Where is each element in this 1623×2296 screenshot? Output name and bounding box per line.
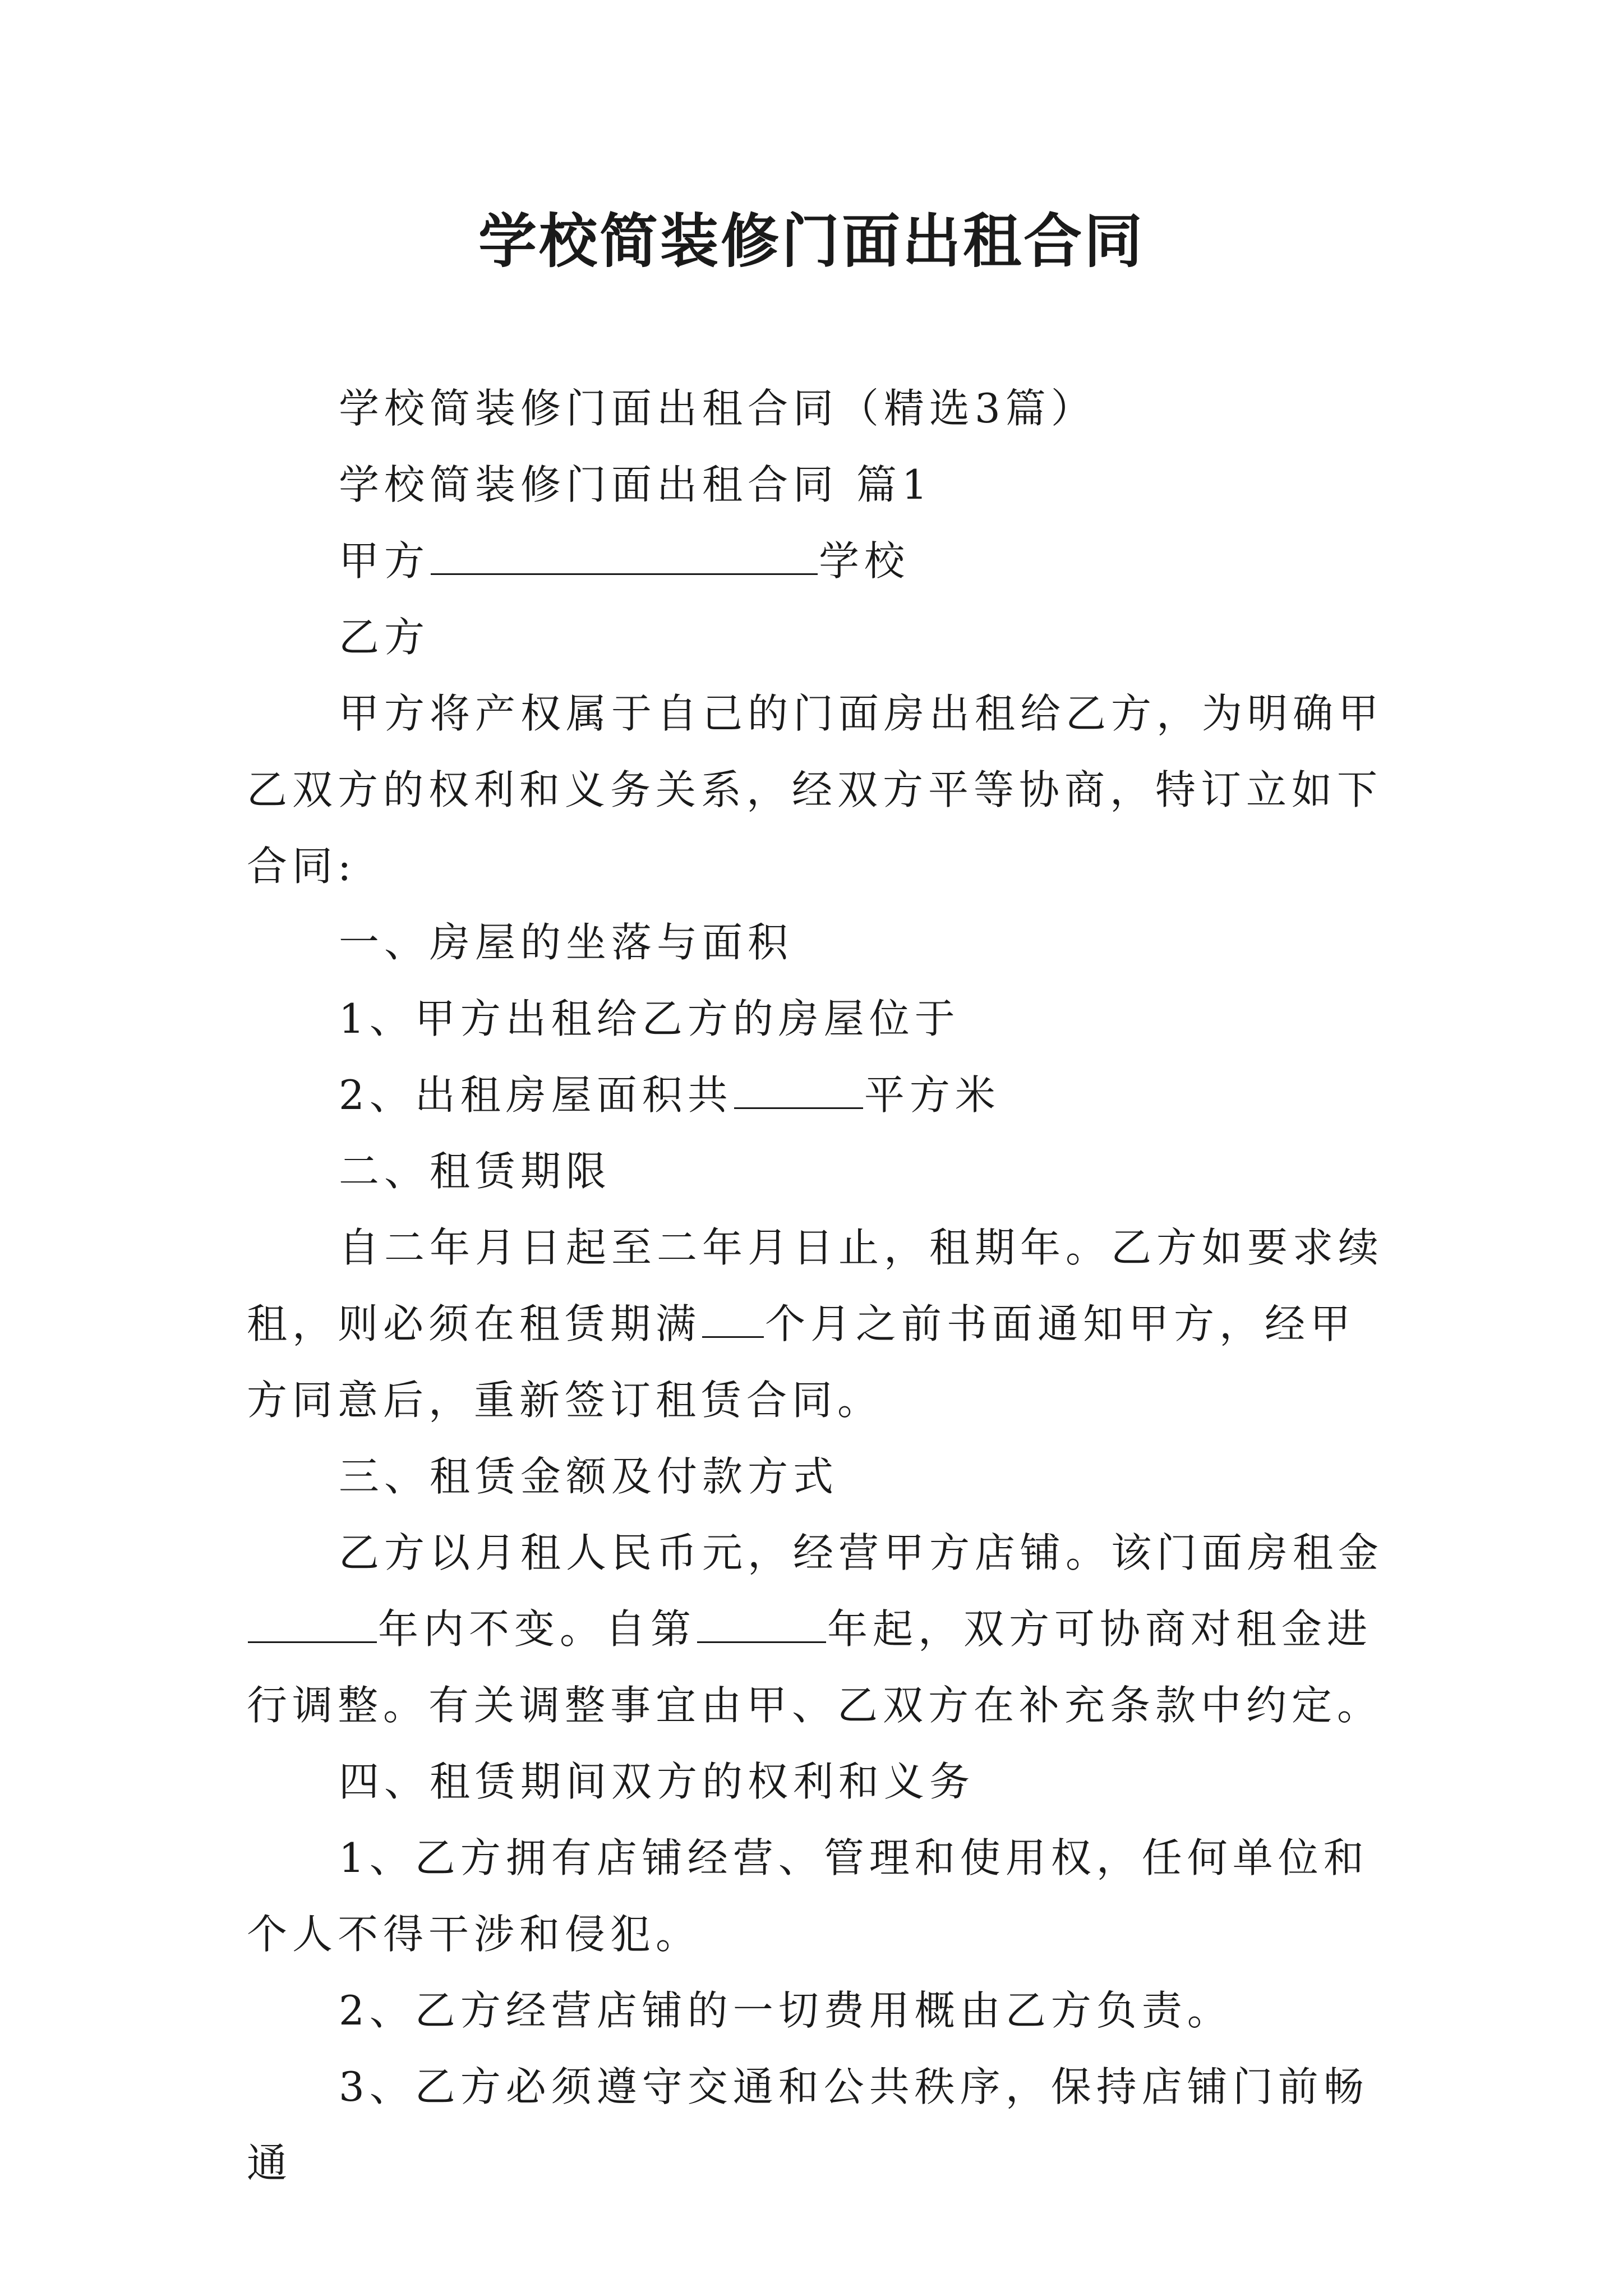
term-text-a: 自二年月日起至二年月日止，租期年。乙方如要求续租，则必须在租赁期满 bbox=[247, 1224, 1384, 1347]
chapter-heading: 学校简装修门面出租合同 篇1 bbox=[339, 461, 933, 508]
section3-paragraph bbox=[247, 1515, 1391, 1743]
party-a-label: 甲方 bbox=[339, 537, 430, 585]
notice-months-blank bbox=[702, 1291, 764, 1338]
area-label: 2、出租房屋面积共 bbox=[339, 1071, 733, 1119]
section1-item1: 1、甲方出租给乙方的房屋位于 bbox=[339, 995, 960, 1042]
party-a-suffix: 学校 bbox=[819, 537, 910, 585]
document-title: 学校简装修门面出租合同 bbox=[478, 206, 1145, 275]
rent-text-b: 年内不变。自第 bbox=[378, 1605, 697, 1653]
area-unit: 平方米 bbox=[864, 1071, 1000, 1119]
party-a-line bbox=[247, 523, 1391, 599]
section3-heading: 三、租赁金额及付款方式 bbox=[339, 1453, 839, 1500]
area-blank bbox=[734, 1062, 863, 1109]
rent-start-year-blank bbox=[697, 1596, 826, 1643]
subtitle: 学校简装修门面出租合同（精选3篇） bbox=[339, 385, 1096, 432]
section4-item1: 1、乙方拥有店铺经营、管理和使用权，任何单位和个人不得干涉和侵犯。 bbox=[247, 1834, 1369, 1958]
section2-heading: 二、租赁期限 bbox=[339, 1148, 612, 1195]
section4-heading: 四、租赁期间双方的权利和义务 bbox=[339, 1758, 975, 1805]
section4-item2: 2、乙方经营店铺的一切费用概由乙方负责。 bbox=[339, 1987, 1233, 2034]
party-b-line: 乙方 bbox=[339, 614, 430, 661]
rent-years-blank bbox=[248, 1596, 377, 1643]
section4-item3: 3、乙方必须遵守交通和公共秩序，保持店铺门前畅通 bbox=[247, 2063, 1369, 2187]
section2-paragraph bbox=[247, 1209, 1391, 1438]
section1-heading: 一、房屋的坐落与面积 bbox=[339, 919, 794, 966]
intro-paragraph: 甲方将产权属于自己的门面房出租给乙方，为明确甲乙双方的权利和义务关系，经双方平等协商，特订立如下合同: bbox=[247, 690, 1384, 890]
party-a-blank bbox=[431, 528, 818, 575]
document-body bbox=[247, 370, 1391, 2201]
term-text-b: 个月之前书面通知甲方，经甲方同意后，重新签订租赁合同。 bbox=[247, 1300, 1356, 1424]
rent-text-c: 年起，双方可协商对租金进行调整。有关调整事宜由甲、乙双方在补充条款中约定。 bbox=[247, 1605, 1383, 1729]
section1-item2 bbox=[247, 1057, 1391, 1133]
rent-text-a: 乙方以月租人民币元，经营甲方店铺。该门面房租金 bbox=[339, 1529, 1384, 1576]
